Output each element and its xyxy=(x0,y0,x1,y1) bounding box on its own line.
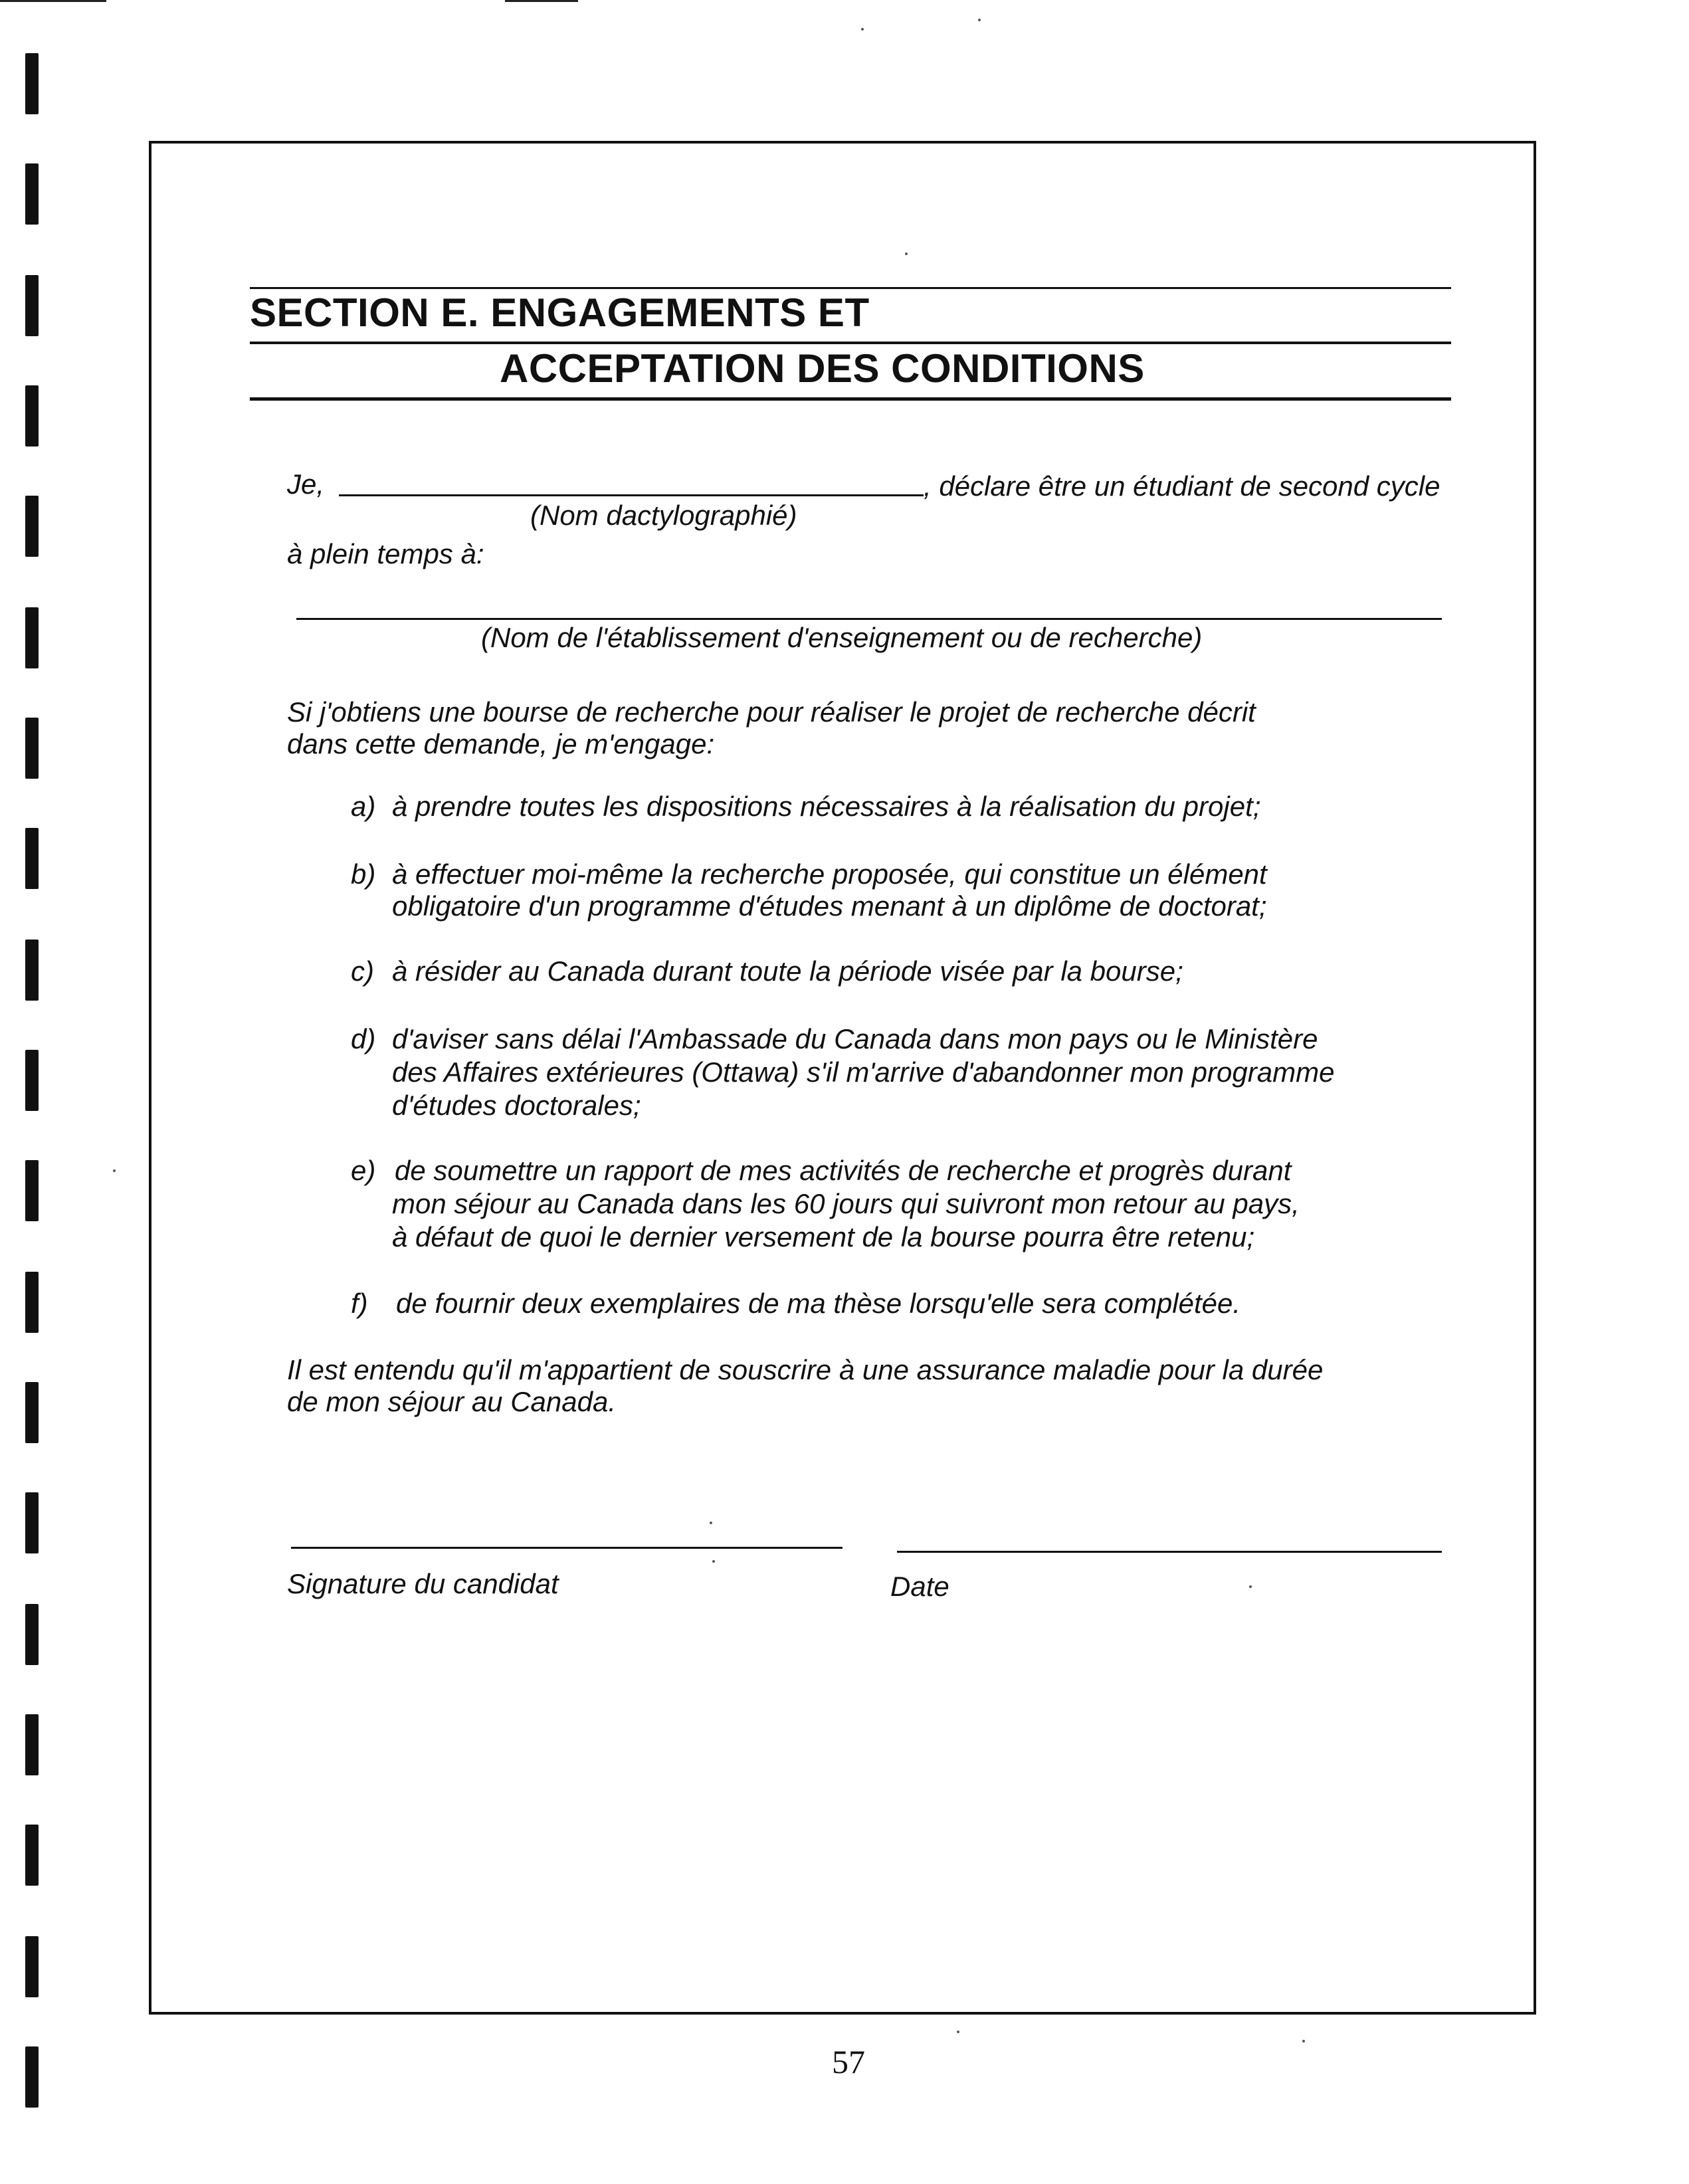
item-text: mon séjour au Canada dans les 60 jours qui suivront mon retour au pays, xyxy=(392,1188,1300,1219)
binding-mark xyxy=(25,828,39,889)
fulltime-label: à plein temps à: xyxy=(287,538,484,569)
scan-speck xyxy=(957,2031,959,2033)
scan-speck xyxy=(978,19,981,21)
scan-speck xyxy=(712,1560,715,1563)
signature-label: Signature du candidat xyxy=(287,1568,559,1599)
binding-mark xyxy=(25,1050,39,1111)
section-title-line2: ACCEPTATION DES CONDITIONS xyxy=(500,346,1145,391)
binding-mark xyxy=(25,2046,39,2108)
item-letter: b) xyxy=(351,858,376,890)
binding-mark xyxy=(25,1272,39,1333)
binding-mark xyxy=(25,940,39,1001)
header-rule-bottom xyxy=(250,397,1451,401)
declaration-je: Je, xyxy=(287,468,325,500)
binding-mark xyxy=(25,1936,39,1997)
binding-mark xyxy=(25,607,39,668)
top-edge-mark xyxy=(505,0,578,2)
binding-mark xyxy=(25,385,39,447)
declaration-tail: , déclare être un étudiant de second cycle xyxy=(924,470,1441,502)
date-field[interactable] xyxy=(897,1551,1442,1553)
binding-mark xyxy=(25,496,39,557)
page-number: 57 xyxy=(832,2043,865,2080)
name-field[interactable] xyxy=(339,494,924,496)
scan-speck xyxy=(905,252,908,255)
header-rule-top xyxy=(250,287,1451,289)
item-text: à effectuer moi-même la recherche proposée, qui constitue un élément xyxy=(392,858,1267,890)
closing-line: Il est entendu qu'il m'appartient de souscrire à une assurance maladie pour la durée xyxy=(287,1354,1324,1385)
binding-mark xyxy=(25,1160,39,1221)
binding-mark xyxy=(25,275,39,336)
item-text: d'aviser sans délai l'Ambassade du Canada dans mon pays ou le Ministère xyxy=(392,1023,1318,1054)
item-text: de fournir deux exemplaires de ma thèse lorsqu'elle sera complétée. xyxy=(396,1288,1241,1319)
item-text: à prendre toutes les dispositions nécessaires à la réalisation du projet; xyxy=(392,791,1261,822)
item-text: à défaut de quoi le dernier versement de la bourse pourra être retenu; xyxy=(392,1221,1255,1252)
item-text: de soumettre un rapport de mes activités de recherche et progrès durant xyxy=(395,1155,1292,1186)
name-field-caption: (Nom dactylographié) xyxy=(530,500,797,531)
item-letter: c) xyxy=(351,955,374,987)
item-letter: f) xyxy=(351,1288,368,1319)
scan-speck xyxy=(710,1522,712,1524)
intro-line: dans cette demande, je m'engage: xyxy=(287,728,715,759)
scan-speck xyxy=(1249,1585,1252,1588)
item-letter: d) xyxy=(351,1023,376,1054)
item-text: d'études doctorales; xyxy=(392,1090,641,1121)
binding-mark xyxy=(25,53,39,114)
header-rule-middle xyxy=(250,342,1451,344)
binding-mark xyxy=(25,718,39,779)
binding-mark xyxy=(25,163,39,225)
scan-speck xyxy=(113,1169,116,1172)
item-text: obligatoire d'un programme d'études menant à un diplôme de doctorat; xyxy=(392,890,1267,922)
binding-mark xyxy=(25,1492,39,1553)
item-letter: e) xyxy=(351,1155,376,1186)
binding-mark xyxy=(25,1604,39,1665)
binding-mark xyxy=(25,1825,39,1886)
item-text: à résider au Canada durant toute la période visée par la bourse; xyxy=(392,955,1183,987)
item-text: des Affaires extérieures (Ottawa) s'il m'arrive d'abandonner mon programme xyxy=(392,1056,1335,1088)
item-letter: a) xyxy=(351,791,376,822)
top-edge-mark xyxy=(0,0,106,2)
closing-line: de mon séjour au Canada. xyxy=(287,1386,616,1417)
institution-field-caption: (Nom de l'établissement d'enseignement ou de recherche) xyxy=(481,622,1203,653)
scan-speck xyxy=(1302,2040,1305,2042)
institution-field[interactable] xyxy=(296,618,1442,620)
scan-speck xyxy=(861,28,864,31)
binding-mark xyxy=(25,1714,39,1775)
signature-field[interactable] xyxy=(291,1547,843,1549)
binding-mark xyxy=(25,1382,39,1443)
date-label: Date xyxy=(890,1571,949,1602)
intro-line: Si j'obtiens une bourse de recherche pour réaliser le projet de recherche décrit xyxy=(287,696,1256,728)
section-title-line1: SECTION E. ENGAGEMENTS ET xyxy=(250,290,870,335)
